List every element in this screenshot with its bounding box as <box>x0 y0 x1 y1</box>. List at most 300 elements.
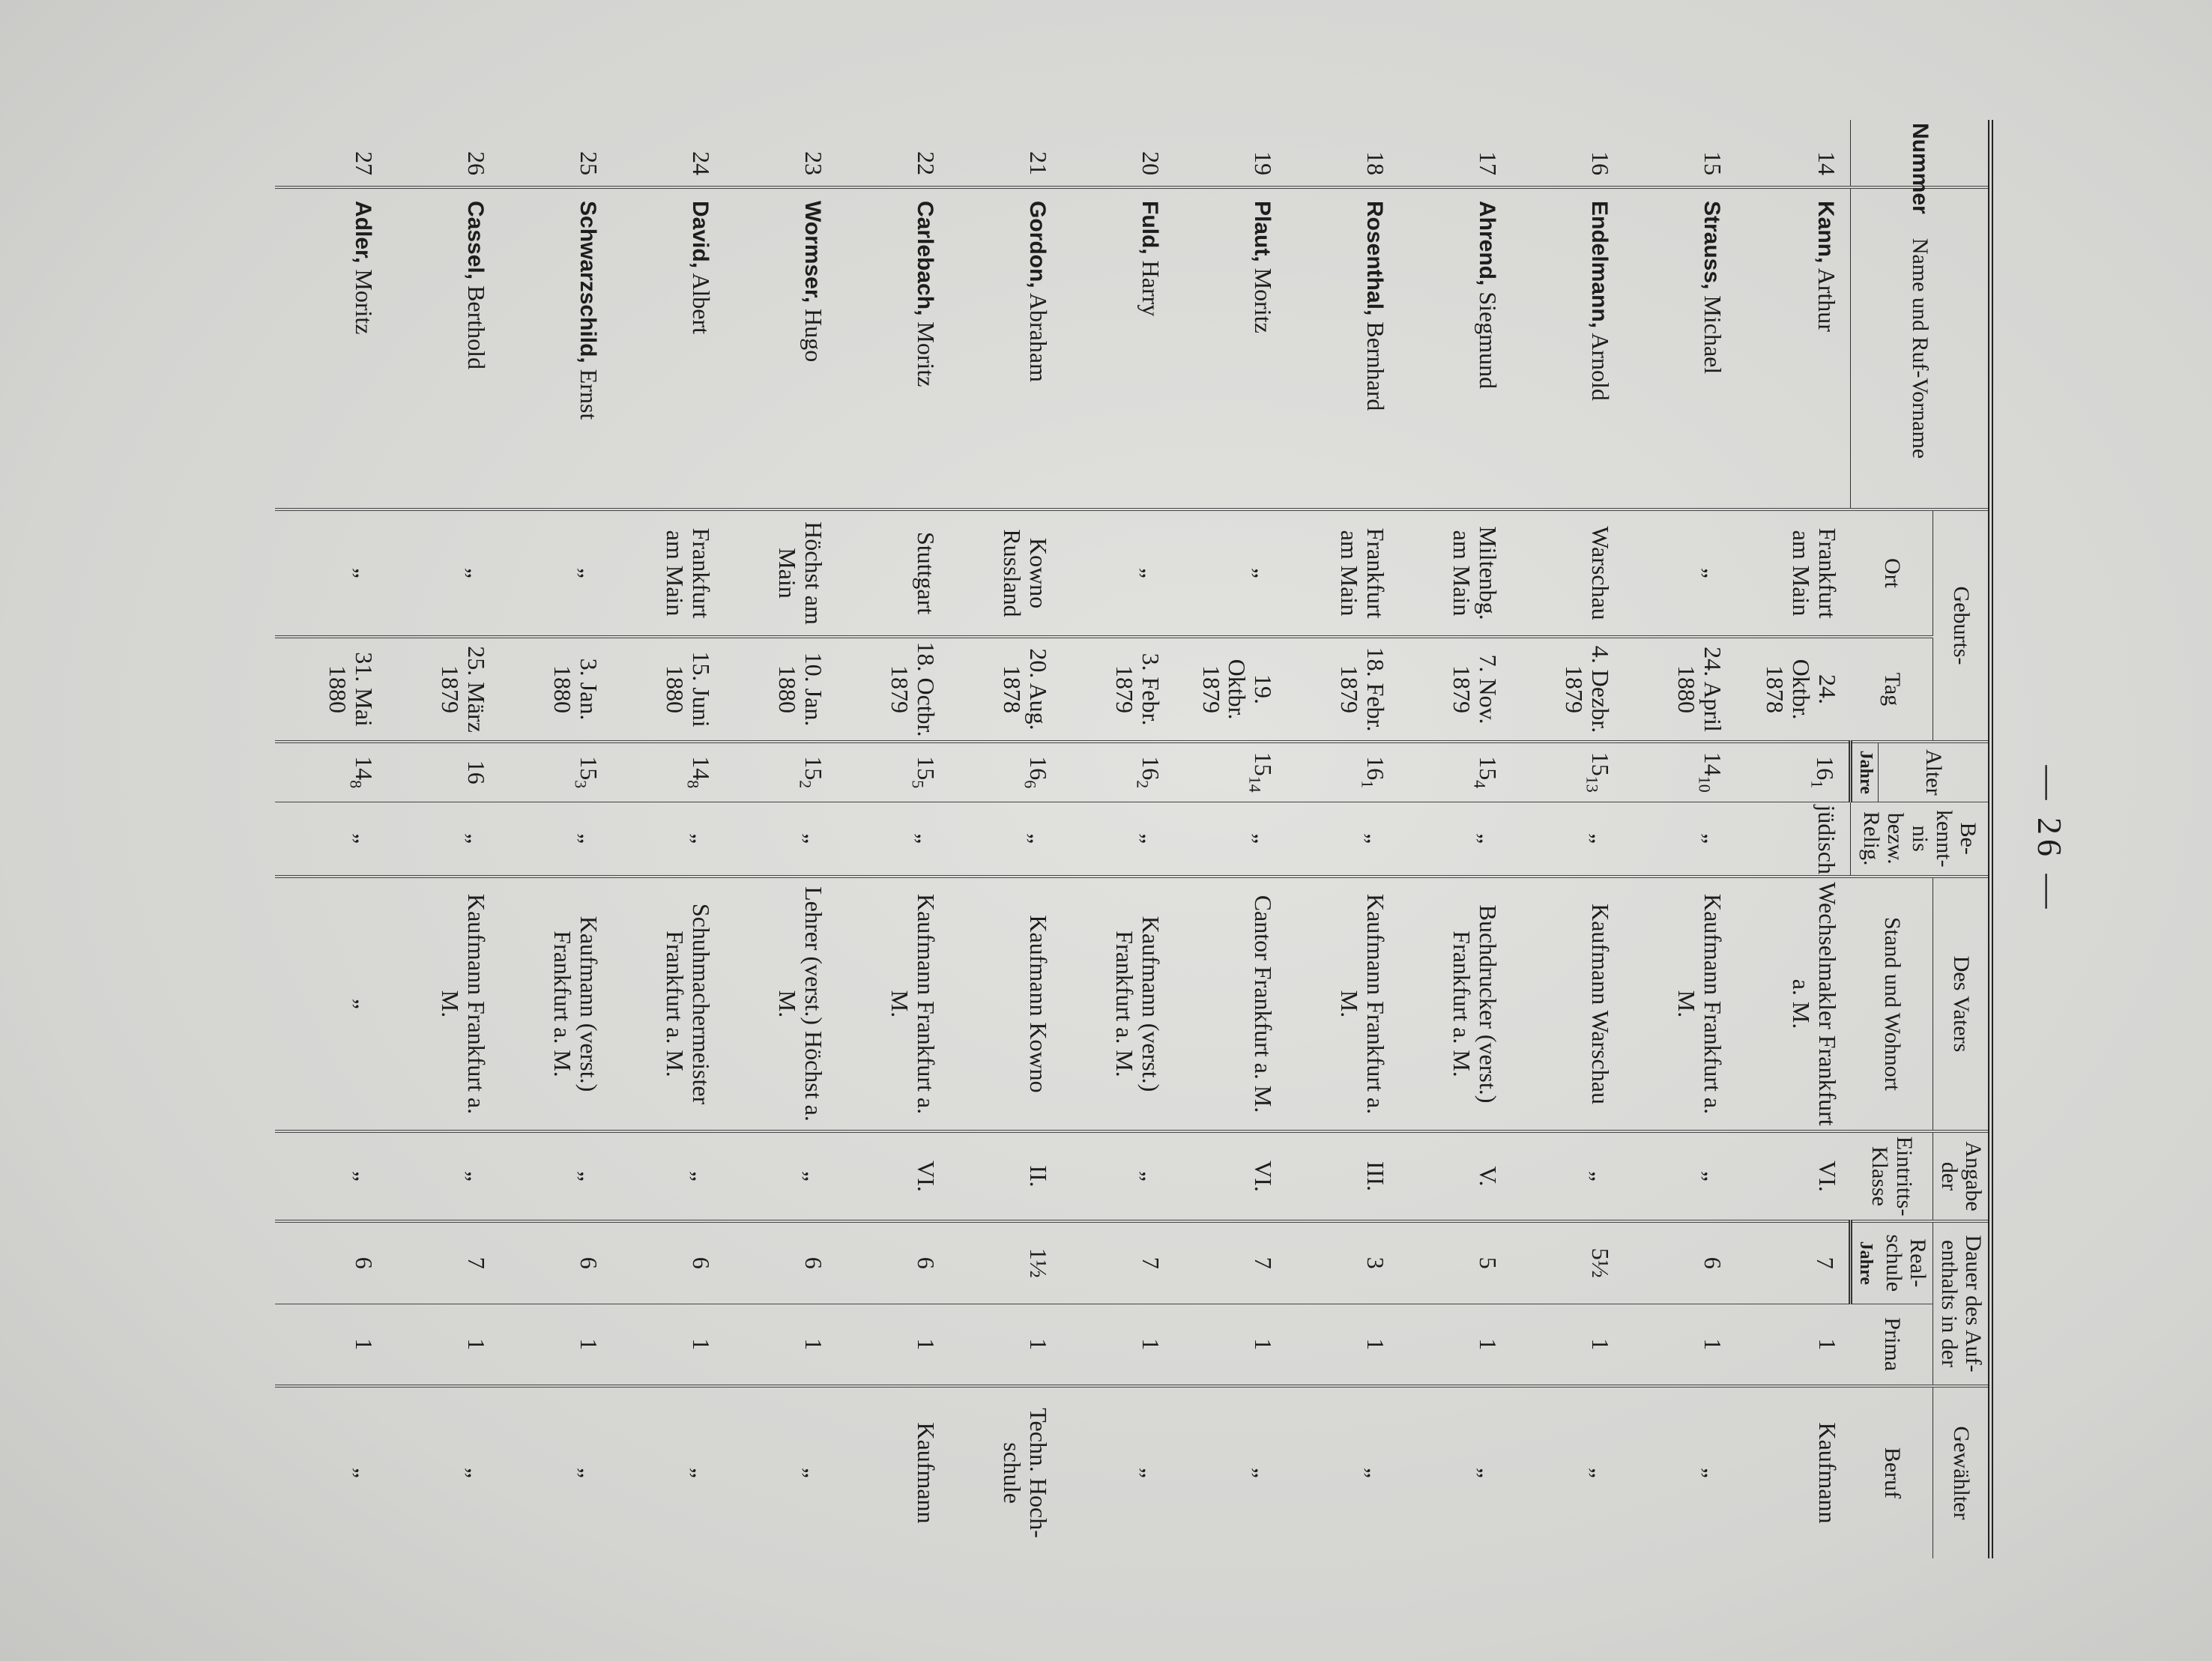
cell-realschule-jahre <box>725 1221 837 1304</box>
cell-alter <box>1511 742 1624 802</box>
cell-eintrittsklasse-text: V. <box>1475 1166 1502 1187</box>
cell-religion <box>275 802 387 877</box>
cell-prima-jahre-text: 1 <box>463 1338 491 1351</box>
cell-beruf <box>949 1386 1062 1558</box>
cell-ort-text: Höchst am Main <box>774 521 828 625</box>
cell-vater-text: Kaufmann Frankfurt a. M. <box>437 893 491 1115</box>
cell-religion <box>387 802 500 877</box>
cell-name <box>725 187 837 509</box>
cell-tag-text: 15. Juni 1880 <box>662 651 716 727</box>
cell-beruf-text: „ <box>688 1467 716 1479</box>
cell-prima-jahre <box>500 1304 612 1386</box>
cell-prima-jahre-text: 1 <box>1250 1338 1278 1351</box>
cell-nummer-text: 19 <box>1250 151 1278 175</box>
table-row <box>1624 120 1736 1558</box>
cell-vater <box>1287 877 1399 1131</box>
cell-tag <box>275 637 387 742</box>
cell-name-text: Michael <box>1699 295 1727 375</box>
cell-ort-text: Frankfurt am Main <box>1336 527 1390 619</box>
cell-name <box>1174 187 1287 509</box>
cell-prima-jahre <box>1287 1304 1399 1386</box>
cell-name-text: Albert <box>688 273 716 335</box>
cell-eintrittsklasse <box>500 1131 612 1221</box>
cell-religion-text: „ <box>463 833 491 844</box>
cell-religion-text: „ <box>1475 833 1502 844</box>
cell-prima-jahre-text: 1 <box>800 1338 828 1351</box>
cell-realschule-jahre <box>275 1221 387 1304</box>
cell-religion-text: „ <box>1587 833 1615 844</box>
cell-realschule-jahre <box>1287 1221 1399 1304</box>
cell-religion <box>1511 802 1624 877</box>
cell-nummer-text: 22 <box>913 151 940 175</box>
cell-eintrittsklasse-text: „ <box>463 1170 491 1182</box>
cell-realschule-jahre-text: 6 <box>800 1256 828 1269</box>
cell-nummer-text: 24 <box>688 151 716 175</box>
header-prima: Prima <box>1851 1304 1933 1386</box>
cell-ort <box>837 509 949 637</box>
cell-realschule-jahre-text: 1½ <box>1025 1247 1053 1278</box>
cell-ort-text: „ <box>1137 567 1165 579</box>
cell-vater-text: Kaufmann Frankfurt a. M. <box>1673 893 1727 1115</box>
cell-name-text: Rosenthal, <box>1362 201 1388 316</box>
cell-realschule-jahre-text: 6 <box>913 1256 940 1269</box>
cell-eintrittsklasse-text: II. <box>1025 1165 1053 1187</box>
cell-vater-text: Kaufmann Warschau <box>1587 904 1615 1104</box>
cell-ort <box>1287 509 1399 637</box>
header-realschule-jahre: Jahre <box>1851 1221 1879 1304</box>
cell-beruf-text: „ <box>1250 1467 1278 1479</box>
cell-eintrittsklasse-text: „ <box>800 1170 828 1182</box>
cell-name-text: Arnold <box>1587 333 1615 401</box>
cell-tag <box>1624 637 1736 742</box>
cell-eintrittsklasse-text: VI. <box>913 1161 940 1192</box>
table-row <box>275 120 387 1558</box>
cell-nummer-text: 16 <box>1587 151 1615 175</box>
table-row <box>725 120 837 1558</box>
cell-name-text: Endelmann, <box>1587 201 1613 329</box>
cell-ort <box>1399 509 1511 637</box>
cell-realschule-jahre <box>1062 1221 1174 1304</box>
cell-name <box>1287 187 1399 509</box>
cell-name-text: Berthold <box>463 285 491 370</box>
cell-ort <box>500 509 612 637</box>
cell-beruf-text: „ <box>800 1467 828 1479</box>
cell-nummer-text: 21 <box>1025 151 1053 175</box>
cell-name <box>1736 187 1851 509</box>
cell-alter-text: 2 <box>796 780 815 789</box>
cell-tag <box>1399 637 1511 742</box>
cell-name <box>612 187 725 509</box>
cell-alter-text: 3 <box>571 780 590 789</box>
cell-beruf <box>1511 1386 1624 1558</box>
table-row <box>387 120 500 1558</box>
cell-tag-text: 4. Dezbr. 1879 <box>1561 645 1615 733</box>
cell-eintrittsklasse <box>275 1131 387 1221</box>
cell-tag <box>500 637 612 742</box>
cell-beruf <box>1062 1386 1174 1558</box>
cell-religion-text: „ <box>913 833 940 844</box>
cell-religion-text: „ <box>1137 833 1165 844</box>
cell-ort <box>612 509 725 637</box>
cell-beruf <box>1174 1386 1287 1558</box>
cell-prima-jahre-text: 1 <box>1475 1338 1502 1351</box>
cell-alter-text: 14 <box>688 756 716 781</box>
cell-realschule-jahre-text: 5½ <box>1587 1247 1615 1278</box>
cell-name-text: Siegmund <box>1475 291 1502 390</box>
cell-name-text: Arthur <box>1813 267 1841 332</box>
cell-nummer <box>1287 120 1399 187</box>
cell-ort <box>949 509 1062 637</box>
cell-eintrittsklasse-text: VI. <box>1813 1161 1841 1192</box>
header-eintritt-top: Angabe der <box>1933 1131 1991 1221</box>
cell-prima-jahre-text: 1 <box>1699 1338 1727 1351</box>
cell-prima-jahre <box>612 1304 725 1386</box>
cell-religion-text: „ <box>1025 833 1053 844</box>
cell-name <box>949 187 1062 509</box>
cell-alter-text: 15 <box>800 756 828 781</box>
cell-tag-text: 7. Nov. 1879 <box>1448 654 1502 724</box>
cell-eintrittsklasse <box>949 1131 1062 1221</box>
cell-name-text: Wormser, <box>800 201 826 303</box>
header-name: Name und Ruf-Vorname <box>1851 187 1991 509</box>
cell-prima-jahre <box>275 1304 387 1386</box>
cell-religion-text: „ <box>1362 833 1390 844</box>
cell-beruf-text: „ <box>1587 1467 1615 1479</box>
cell-tag-text: 3. Febr. 1879 <box>1111 653 1165 726</box>
cell-alter-text: 16 <box>1137 756 1165 781</box>
cell-eintrittsklasse <box>387 1131 500 1221</box>
table-row <box>1736 120 1851 1558</box>
cell-alter-text: 15 <box>575 756 603 781</box>
cell-ort <box>725 509 837 637</box>
cell-ort-text: Miltenbg. am Main <box>1448 526 1502 620</box>
cell-prima-jahre-text: 1 <box>1587 1338 1615 1351</box>
cell-beruf-text: Kaufmann <box>1813 1422 1841 1524</box>
cell-ort-text: „ <box>351 567 378 579</box>
cell-tag <box>1736 637 1851 742</box>
cell-name <box>837 187 949 509</box>
cell-alter-text: 16 <box>1812 756 1840 781</box>
cell-alter-text: 2 <box>1133 780 1152 789</box>
table-row <box>1287 120 1399 1558</box>
cell-prima-jahre-text: 1 <box>575 1338 603 1351</box>
cell-vater <box>837 877 949 1131</box>
cell-vater-text: Kaufmann (verst.) Frankfurt a. M. <box>549 916 603 1092</box>
cell-beruf-text: „ <box>1475 1467 1502 1479</box>
cell-ort-text: „ <box>1250 567 1278 579</box>
cell-realschule-jahre-text: 7 <box>1137 1256 1165 1269</box>
cell-tag <box>1511 637 1624 742</box>
cell-nummer-text: 25 <box>575 151 603 175</box>
cell-nummer-text: 17 <box>1475 151 1502 175</box>
table-row <box>837 120 949 1558</box>
cell-tag-text: 24. April 1880 <box>1673 647 1727 732</box>
cell-name-text: David, <box>688 201 713 269</box>
cell-eintrittsklasse-text: VI. <box>1250 1161 1278 1192</box>
cell-religion <box>949 802 1062 877</box>
cell-nummer <box>949 120 1062 187</box>
cell-tag-text: 10. Jan. 1880 <box>774 652 828 727</box>
cell-realschule-jahre <box>1399 1221 1511 1304</box>
cell-alter <box>1736 742 1851 802</box>
cell-tag-text: 24. Oktbr. 1878 <box>1762 659 1841 720</box>
cell-beruf-text: „ <box>575 1467 603 1479</box>
cell-ort-text: Kowno Russland <box>999 529 1053 617</box>
cell-eintrittsklasse <box>837 1131 949 1221</box>
cell-realschule-jahre-text: 7 <box>463 1256 491 1269</box>
cell-name-text: Schwarzschild, <box>575 201 601 363</box>
cell-nummer <box>725 120 837 187</box>
cell-alter <box>1399 742 1511 802</box>
cell-nummer <box>1736 120 1851 187</box>
cell-name-text: Cassel, <box>463 201 489 280</box>
cell-realschule-jahre <box>500 1221 612 1304</box>
cell-religion <box>1624 802 1736 877</box>
cell-nummer-text: 20 <box>1137 151 1165 175</box>
cell-tag <box>1287 637 1399 742</box>
cell-eintrittsklasse <box>1174 1131 1287 1221</box>
header-ort: Ort <box>1851 509 1933 637</box>
cell-nummer-text: 27 <box>351 151 378 175</box>
cell-vater <box>1174 877 1287 1131</box>
cell-nummer <box>1511 120 1624 187</box>
cell-vater-text: Kaufmann (verst.) Frankfurt a. M. <box>1111 916 1165 1092</box>
cell-ort-text: Stuttgart <box>913 531 940 615</box>
cell-alter-text: 8 <box>346 780 366 789</box>
cell-vater-text: „ <box>351 998 378 1010</box>
cell-prima-jahre <box>1174 1304 1287 1386</box>
cell-ort-text: Frankfurt am Main <box>662 527 716 619</box>
cell-beruf-text: „ <box>351 1467 378 1479</box>
cell-prima-jahre-text: 1 <box>688 1338 716 1351</box>
cell-religion-text: „ <box>1250 833 1278 844</box>
cell-realschule-jahre-text: 6 <box>575 1256 603 1269</box>
cell-beruf <box>275 1386 387 1558</box>
table-body <box>275 120 1851 1558</box>
cell-vater-text: Kaufmann Frankfurt a. M. <box>886 893 940 1115</box>
cell-tag-text: 18. Octbr. 1879 <box>886 641 940 737</box>
cell-vater <box>1511 877 1624 1131</box>
cell-name-text: Abraham <box>1025 292 1053 382</box>
cell-alter-text: 16 <box>1362 756 1390 781</box>
cell-prima-jahre <box>1736 1304 1851 1386</box>
header-tag: Tag <box>1851 637 1933 742</box>
table-row <box>1511 120 1624 1558</box>
cell-vater <box>949 877 1062 1131</box>
table-row <box>500 120 612 1558</box>
cell-nummer-text: 14 <box>1813 151 1841 175</box>
cell-tag <box>1174 637 1287 742</box>
cell-vater-text: Kaufmann Kowno <box>1025 915 1053 1093</box>
cell-ort <box>1511 509 1624 637</box>
cell-ort <box>1062 509 1174 637</box>
cell-realschule-jahre-text: 5 <box>1475 1256 1502 1269</box>
cell-prima-jahre <box>837 1304 949 1386</box>
table-row <box>612 120 725 1558</box>
cell-name-text: Moritz <box>351 269 378 335</box>
cell-alter <box>1287 742 1399 802</box>
cell-vater <box>275 877 387 1131</box>
cell-alter-text: 5 <box>908 780 928 789</box>
cell-nummer <box>1174 120 1287 187</box>
cell-beruf-text: „ <box>463 1467 491 1479</box>
cell-name-text: Hugo <box>800 309 828 363</box>
header-eintritt: Eintritts- Klasse <box>1851 1131 1933 1221</box>
cell-vater-text: Cantor Frankfurt a. M. <box>1250 895 1278 1113</box>
cell-alter-text: 14 <box>1245 775 1265 793</box>
cell-alter-text: 15 <box>1587 751 1615 776</box>
cell-beruf <box>1399 1386 1511 1558</box>
cell-vater <box>612 877 725 1131</box>
cell-realschule-jahre <box>612 1221 725 1304</box>
cell-alter-text: 6 <box>1021 780 1040 789</box>
cell-eintrittsklasse-text: „ <box>1699 1170 1727 1182</box>
cell-alter <box>275 742 387 802</box>
cell-beruf <box>1736 1386 1851 1558</box>
header-realschule: Real- schule <box>1878 1221 1933 1304</box>
cell-nummer <box>1399 120 1511 187</box>
cell-name-text: Strauss, <box>1699 201 1725 290</box>
cell-ort-text: „ <box>1699 567 1727 579</box>
cell-alter-text: 15 <box>1250 751 1278 776</box>
cell-alter-text: 1 <box>1807 780 1827 789</box>
cell-prima-jahre-text: 1 <box>351 1338 378 1351</box>
cell-tag <box>837 637 949 742</box>
cell-realschule-jahre-text: 7 <box>1812 1256 1840 1269</box>
cell-name-text: Ernst <box>575 369 603 420</box>
cell-realschule-jahre-text: 3 <box>1362 1256 1390 1269</box>
cell-name-text: Moritz <box>913 321 940 387</box>
cell-prima-jahre-text: 1 <box>913 1338 940 1351</box>
cell-eintrittsklasse <box>1511 1131 1624 1221</box>
cell-tag <box>725 637 837 742</box>
cell-name <box>387 187 500 509</box>
cell-eintrittsklasse <box>725 1131 837 1221</box>
cell-prima-jahre-text: 1 <box>1362 1338 1390 1351</box>
cell-name <box>1062 187 1174 509</box>
cell-name <box>1624 187 1736 509</box>
cell-alter-text: 14 <box>1699 751 1727 776</box>
cell-prima-jahre <box>949 1304 1062 1386</box>
cell-vater <box>387 877 500 1131</box>
cell-realschule-jahre <box>949 1221 1062 1304</box>
cell-name-text: Moritz <box>1250 267 1278 333</box>
header-stand: Stand und Wohnort <box>1851 877 1933 1131</box>
cell-tag <box>612 637 725 742</box>
cell-alter-text: 16 <box>1025 756 1053 781</box>
page-number: — 26 — <box>2031 765 2069 913</box>
cell-religion <box>1062 802 1174 877</box>
header-geburts: Geburts- <box>1933 509 1991 742</box>
cell-name <box>1511 187 1624 509</box>
cell-eintrittsklasse-text: „ <box>1587 1170 1615 1182</box>
cell-eintrittsklasse <box>1287 1131 1399 1221</box>
cell-religion <box>1736 802 1851 877</box>
cell-vater <box>500 877 612 1131</box>
table-row <box>949 120 1062 1558</box>
header-vater: Des Vaters <box>1933 877 1991 1131</box>
cell-nummer <box>500 120 612 187</box>
cell-alter-text: 15 <box>1475 756 1502 781</box>
cell-eintrittsklasse <box>612 1131 725 1221</box>
cell-nummer-text: 15 <box>1699 151 1727 175</box>
cell-eintrittsklasse <box>1736 1131 1851 1221</box>
cell-religion-text: „ <box>800 833 828 844</box>
cell-prima-jahre <box>387 1304 500 1386</box>
cell-realschule-jahre <box>837 1221 949 1304</box>
cell-realschule-jahre <box>1511 1221 1624 1304</box>
cell-alter <box>612 742 725 802</box>
cell-ort-text: Warschau <box>1587 526 1615 620</box>
cell-alter <box>949 742 1062 802</box>
cell-realschule-jahre-text: 6 <box>351 1256 378 1269</box>
cell-vater-text: Lehrer (verst.) Höchst a. M. <box>774 886 828 1122</box>
cell-eintrittsklasse-text: „ <box>351 1170 378 1182</box>
cell-name-text: Bernhard <box>1362 321 1390 411</box>
cell-alter <box>500 742 612 802</box>
table-row <box>1399 120 1511 1558</box>
cell-ort-text: Frankfurt am Main <box>1787 527 1841 619</box>
cell-prima-jahre-text: 1 <box>1137 1338 1165 1351</box>
table-row <box>1062 120 1174 1558</box>
cell-alter <box>1174 742 1287 802</box>
cell-beruf-text: Techn. Hoch- schule <box>999 1408 1053 1538</box>
cell-religion-text: „ <box>1699 833 1727 844</box>
cell-beruf <box>725 1386 837 1558</box>
cell-realschule-jahre <box>1736 1221 1851 1304</box>
cell-alter-text: 14 <box>351 756 378 781</box>
header-beruf: Beruf <box>1851 1386 1933 1558</box>
cell-religion <box>500 802 612 877</box>
cell-alter-text: 15 <box>913 756 940 781</box>
header-alter: Alter <box>1878 742 1990 802</box>
cell-beruf <box>500 1386 612 1558</box>
cell-name-text: Harry <box>1137 260 1165 317</box>
cell-nummer <box>612 120 725 187</box>
cell-eintrittsklasse <box>1399 1131 1511 1221</box>
cell-religion-text: „ <box>351 833 378 844</box>
cell-vater <box>1399 877 1511 1131</box>
cell-prima-jahre <box>725 1304 837 1386</box>
cell-realschule-jahre-text: 6 <box>688 1256 716 1269</box>
cell-eintrittsklasse-text: „ <box>575 1170 603 1182</box>
cell-religion-text: „ <box>688 833 716 844</box>
cell-beruf <box>1624 1386 1736 1558</box>
cell-vater-text: Buchdrucker (verst.) Frankfurt a. M. <box>1448 904 1502 1104</box>
cell-religion <box>612 802 725 877</box>
cell-realschule-jahre <box>1624 1221 1736 1304</box>
cell-nummer <box>837 120 949 187</box>
cell-ort-text: „ <box>463 567 491 579</box>
cell-tag <box>1062 637 1174 742</box>
cell-vater-text: Kaufmann Frankfurt a. M. <box>1336 893 1390 1115</box>
cell-nummer-text: 18 <box>1362 151 1390 175</box>
cell-name <box>500 187 612 509</box>
cell-alter <box>1062 742 1174 802</box>
cell-alter-text: 16 <box>463 760 491 784</box>
cell-nummer <box>1624 120 1736 187</box>
cell-name-text: Adler, <box>351 201 376 264</box>
cell-eintrittsklasse <box>1062 1131 1174 1221</box>
cell-eintrittsklasse-text: „ <box>688 1170 716 1182</box>
cell-ort-text: „ <box>575 567 603 579</box>
cell-alter <box>725 742 837 802</box>
cell-religion <box>837 802 949 877</box>
cell-tag <box>387 637 500 742</box>
cell-beruf-text: Kaufmann <box>913 1422 940 1524</box>
cell-beruf <box>387 1386 500 1558</box>
cell-beruf-text: „ <box>1699 1467 1727 1479</box>
